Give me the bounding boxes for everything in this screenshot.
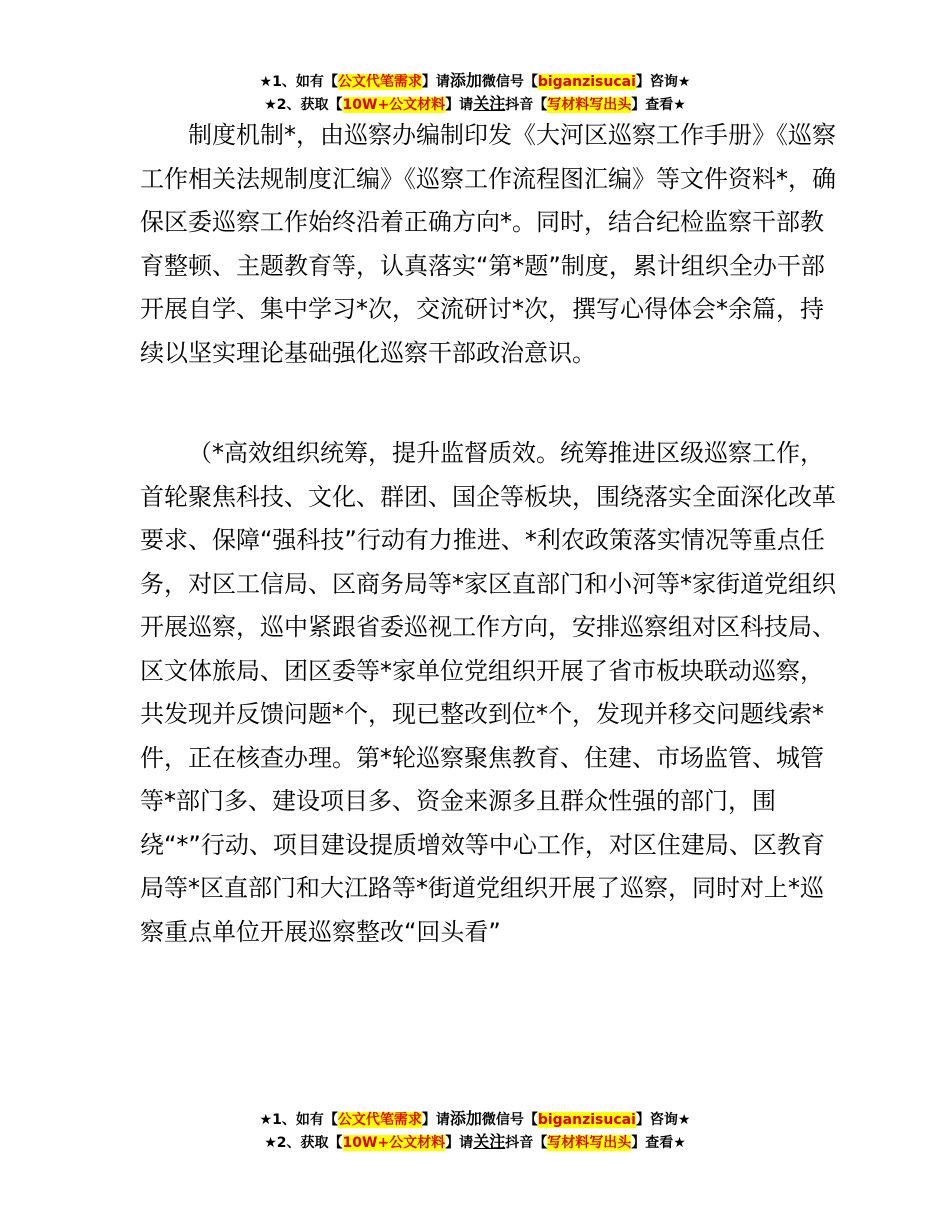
banner-text: 】咨询★: [635, 1112, 691, 1128]
body-paragraph-2: [140, 432, 840, 954]
footer-banner: [0, 1108, 950, 1154]
banner-text: 抖音【: [505, 97, 548, 113]
banner-text: 抖音【: [505, 1135, 548, 1151]
banner-emphasis: 添加: [449, 1109, 482, 1128]
banner-line-2: [0, 1131, 950, 1154]
banner-line-2: [0, 93, 950, 116]
banner-text: 微信号【: [481, 74, 538, 90]
banner-line-1: [0, 1108, 950, 1131]
banner-text: ★1、如有【: [259, 1112, 338, 1128]
header-banner: [0, 70, 950, 116]
banner-highlight: 写材料写出头: [547, 97, 632, 113]
banner-highlight: 公文代笔需求: [337, 74, 422, 90]
banner-wechat-id: biganzisucai: [537, 74, 636, 90]
body-paragraph-1: [140, 114, 840, 375]
banner-emphasis: 关注: [473, 1132, 506, 1151]
banner-text: 】请: [421, 74, 450, 90]
banner-text: 】查看★: [631, 97, 686, 113]
banner-emphasis: 添加: [449, 71, 482, 90]
banner-text: 】请: [445, 1135, 474, 1151]
banner-text: 】请: [421, 1112, 450, 1128]
banner-text: ★2、获取【: [264, 97, 343, 113]
banner-highlight: 公文代笔需求: [337, 1112, 422, 1128]
banner-text: 】请: [445, 97, 474, 113]
paragraph-text: （*高效组织统筹，提升监督质效。统筹推进区级巡察工作，首轮聚焦科技、文化、群团、国企等板块，围绕落实全面深化改革要求、保障“强科技”行动有力推进、*利农政策落实情况等重点任务，对区工信局、区商务局等*家区直部门和小河等*家街道党组织开展巡察，巡中紧跟省委巡视工作方向，安排巡察组对区科技局、区文体旅局、团区委等*家单位党组织开展了省市板块联动巡察，共发现并反馈问题*个，现已整改到位*个，发现并移交问题线索*件，正在核查办理。第*轮巡察聚焦教育、住建、市场监管、城管等*部门多、建设项目多、资金来源多且群众性强的部门，围绕“*”行动、项目建设提质增效等中心工作，对区住建局、区教育局等*区直部门和大江路等*街道党组织开展了巡察，同时对上*巡察重点单位开展巡察整改“回头看”: [140, 439, 836, 946]
banner-text: ★2、获取【: [264, 1135, 343, 1151]
banner-text: 微信号【: [481, 1112, 538, 1128]
banner-line-1: [0, 70, 950, 93]
banner-highlight: 10W+公文材料: [342, 97, 446, 113]
paragraph-text: 制度机制*，由巡察办编制印发《大河区巡察工作手册》《巡察工作相关法规制度汇编》《巡察工作流程图汇编》等文件资料*，确保区委巡察工作始终沿着正确方向*。同时，结合纪检监察干部教育整顿、主题教育等，认真落实“第*题”制度，累计组织全办干部开展自学、集中学习*次，交流研讨*次，撰写心得体会*余篇，持续以坚实理论基础强化巡察干部政治意识。: [140, 121, 836, 367]
banner-text: 】咨询★: [635, 74, 691, 90]
banner-highlight: 10W+公文材料: [342, 1135, 446, 1151]
banner-text: 】查看★: [631, 1135, 686, 1151]
banner-highlight: 写材料写出头: [547, 1135, 632, 1151]
banner-text: ★1、如有【: [259, 74, 338, 90]
banner-wechat-id: biganzisucai: [537, 1112, 636, 1128]
banner-emphasis: 关注: [473, 94, 506, 113]
